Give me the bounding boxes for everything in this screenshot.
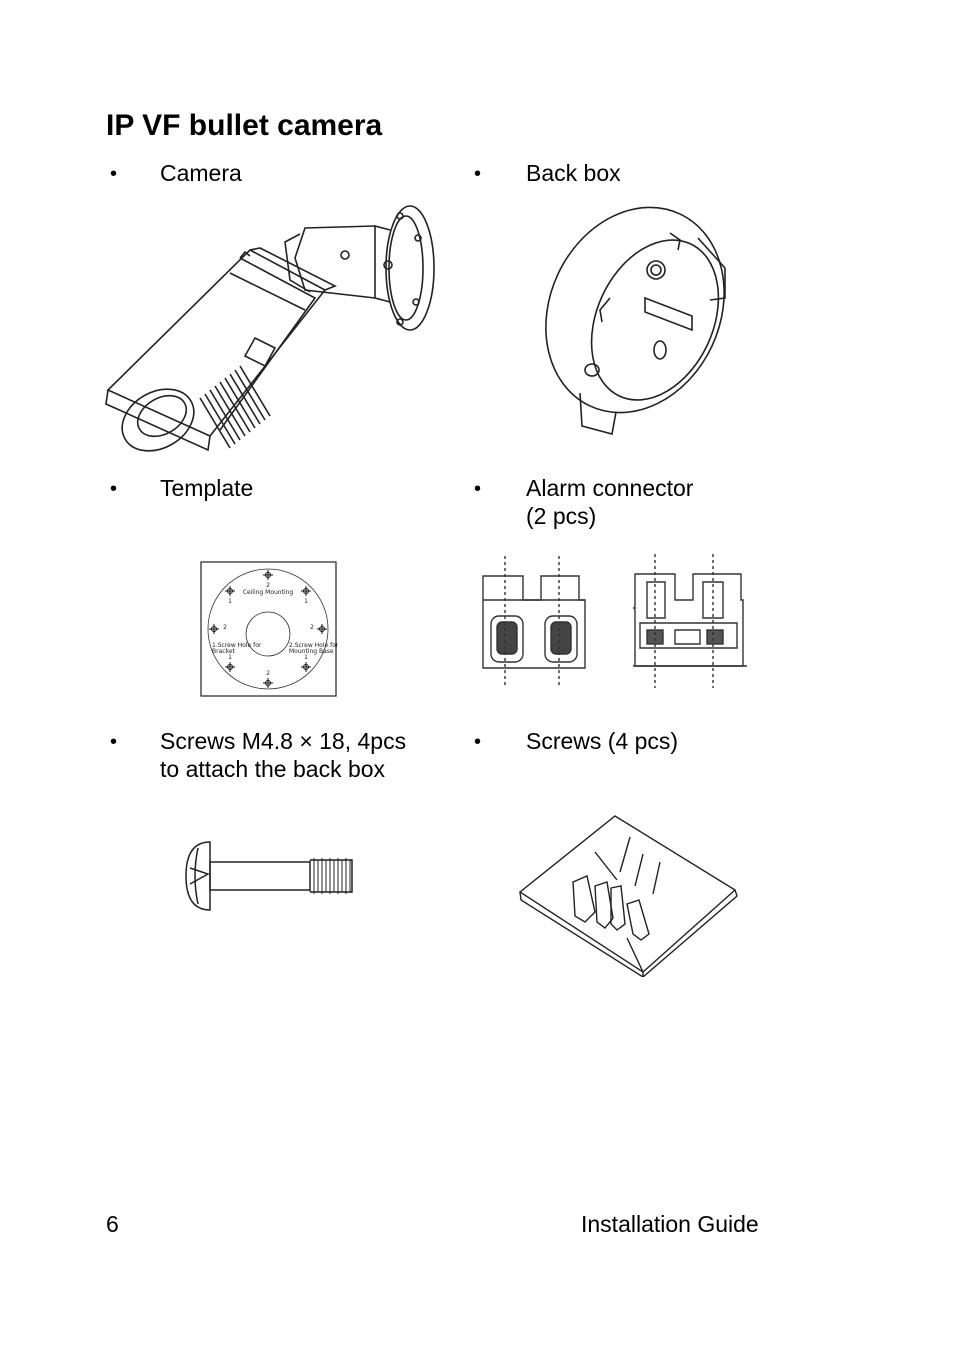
item-screws-m48-line1: Screws M4.8 × 18, 4pcs (160, 728, 407, 754)
screws-pack-illustration (515, 812, 740, 977)
bullet: • (474, 478, 482, 500)
item-back-box-label: Back box (526, 160, 621, 186)
template-label-left-2: Bracket (212, 648, 235, 655)
footer-text: Installation Guide (581, 1211, 759, 1237)
template-number: 2 (266, 670, 270, 677)
template-number: 2 (266, 582, 270, 589)
bullet: • (110, 478, 118, 500)
bullet: • (110, 163, 118, 185)
item-camera-label: Camera (160, 160, 242, 186)
template-label-right-2: Mounting Base (289, 648, 334, 655)
item-alarm-connector-line1: Alarm connector (526, 475, 694, 501)
template-illustration (200, 561, 338, 698)
bullet: • (110, 731, 118, 753)
back-box-illustration (520, 198, 735, 458)
screw-m48-illustration (180, 838, 360, 914)
bullet: • (474, 731, 482, 753)
template-number: 2 (223, 624, 227, 631)
item-template-label: Template (160, 475, 254, 501)
template-number: 1 (304, 654, 308, 661)
template-label-right-1: 2.Screw Hole for (289, 642, 338, 649)
page-number: 6 (106, 1211, 119, 1237)
page-title: IP VF bullet camera (106, 109, 383, 142)
template-number: 1 (228, 654, 232, 661)
item-screws-m48-label (160, 727, 406, 783)
item-alarm-connector-label (526, 474, 693, 530)
bullet: • (474, 163, 482, 185)
template-label-left-1: 1.Screw Hole for (212, 642, 262, 649)
item-screws-4pcs-label: Screws (4 pcs) (526, 728, 679, 754)
template-number: 1 (228, 598, 232, 605)
alarm-connector-illustration (475, 548, 780, 693)
template-number: 2 (310, 624, 314, 631)
camera-illustration (100, 198, 445, 463)
template-heading: Ceiling Mounting (242, 589, 294, 596)
template-number: 1 (304, 598, 308, 605)
item-alarm-connector-line2: (2 pcs) (526, 503, 597, 529)
item-screws-m48-line2: to attach the back box (160, 756, 386, 782)
